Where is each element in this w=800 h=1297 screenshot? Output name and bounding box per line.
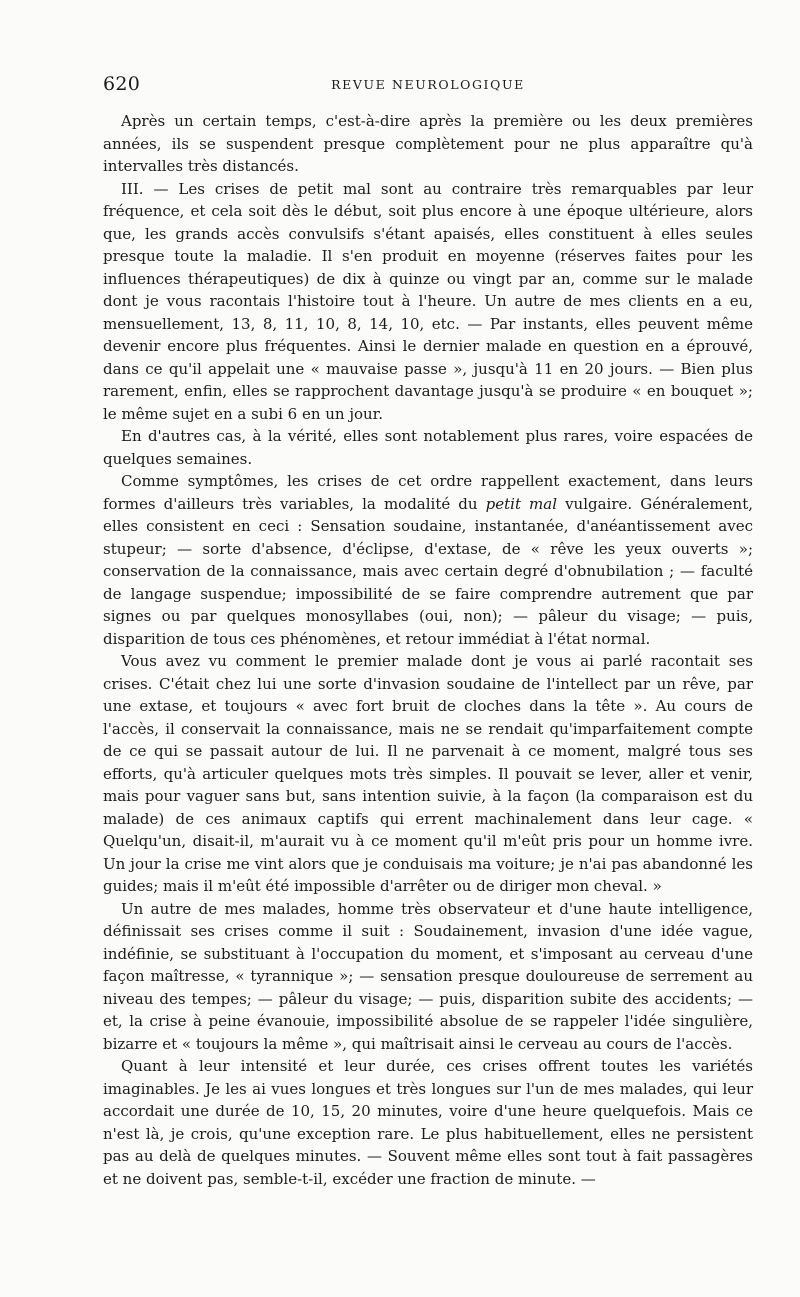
paragraph-4-start: Comme symptômes, les crises de cet ordre rappellent exactement, dans leurs formes d'ailleurs très variables, la modalité du [103, 472, 753, 513]
paragraph-4-end: vulgaire. Généralement, elles consistent en ceci : Sensation soudaine, instantanée, d'anéantissement avec stupeur; — sorte d'absence, d'éclipse, d'extase, de « rêve les yeux ouverts »; conservation de la connaissance, mais avec certain degré d'obnubilation ; — faculté de langage suspendue; impossibilité de se faire comprendre autrement que par signes ou par quelques monosyllabes (oui, non); — pâleur du visage; — puis, disparition de tous ces phénomènes, et retour immédiat à l'état normal. [103, 494, 753, 648]
paragraph-2: III. — Les crises de petit mal sont au contraire très remarquables par leur fréquence, et cela soit dès le début, soit plus encore à une époque ultérieure, alors que, les grands accès convulsifs s'étant apaisés, elles constituent à elles seules presque toute la maladie. Il s'en produit en moyenne (réserves faites pour les influences thérapeutiques) de dix à quinze ou vingt par an, comme sur le malade dont je vous racontais l'histoire tout à l'heure. Un autre de mes clients en a eu, mensuellement, 13, 8, 11, 10, 8, 14, 10, etc. — Par instants, elles peuvent même devenir encore plus fréquentes. Ainsi le dernier malade en question en a éprouvé, dans ce qu'il appelait une « mauvaise passe », jusqu'à 11 en 20 jours. — Bien plus rarement, enfin, elles se rapprochent davantage jusqu'à se produire « en bouquet »; le même sujet en a subi 6 en un jour. [103, 179, 753, 423]
italic-term-petit-mal: petit mal [485, 494, 558, 513]
page-number: 620 [103, 73, 141, 95]
paragraph-5: Vous avez vu comment le premier malade dont je vous ai parlé racontait ses crises. C'était chez lui une sorte d'invasion soudaine de l'intellect par un rêve, par une extase, et toujours « avec fort bruit de cloches dans la tête ». Au cours de l'accès, il conservait la connaissance, mais ne se rendait qu'imparfaitement compte de ce qui se passait autour de lui. Il ne parvenait à ce moment, malgré tous ses efforts, qu'à articuler quelques mots très simples. Il pouvait se lever, aller et venir, mais pour vaguer sans but, sans intention suivie, à la façon (la comparaison est du malade) de ces animaux captifs qui errent machinalement dans leur cage. « Quelqu'un, disait-il, m'aurait vu à ce moment qu'il m'eût pris pour un homme ivre. Un jour la crise me vint alors que je conduisais ma voiture; je n'ai pas abandonné les guides; mais il m'eût été impossible d'arrêter ou de diriger mon cheval. » [103, 652, 753, 895]
paragraph-3: En d'autres cas, à la vérité, elles sont notablement plus rares, voire espacées de quelques semaines. [103, 427, 753, 468]
paragraph-4 [103, 470, 753, 650]
running-title: REVUE NEUROLOGIQUE [331, 77, 525, 92]
paragraph-7: Quant à leur intensité et leur durée, ces crises offrent toutes les variétés imaginables. Je les ai vues longues et très longues sur l'un de mes malades, qui leur accordait une durée de 10, 15, 20 minutes, voire d'une heure quelquefois. Mais ce n'est là, je crois, qu'une exception rare. Le plus habituellement, elles ne persistent pas au delà de quelques minutes. — Souvent même elles sont tout à fait passagères et ne doivent pas, semble-t-il, excéder une fraction de minute. — [103, 1057, 753, 1188]
page-header [103, 73, 753, 97]
body-text [103, 110, 753, 1190]
paragraph-6: Un autre de mes malades, homme très observateur et d'une haute intelligence, définissait ses crises comme il suit : Soudainement, invasion d'une idée vague, indéfinie, se substituant à l'occupation du moment, et s'imposant au cerveau d'une façon maîtresse, « tyrannique »; — sensation presque douloureuse de serrement au niveau des tempes; — pâleur du visage; — puis, disparition subite des accidents; — et, la crise à peine évanouie, impossibilité absolue de se rappeler l'idée singulière, bizarre et « toujours la même », qui maîtrisait ainsi le cerveau au cours de l'accès. [103, 899, 753, 1053]
paragraph-1: Après un certain temps, c'est-à-dire après la première ou les deux premières années, ils se suspendent presque complètement pour ne plus apparaître qu'à intervalles très distancés. [103, 112, 753, 175]
